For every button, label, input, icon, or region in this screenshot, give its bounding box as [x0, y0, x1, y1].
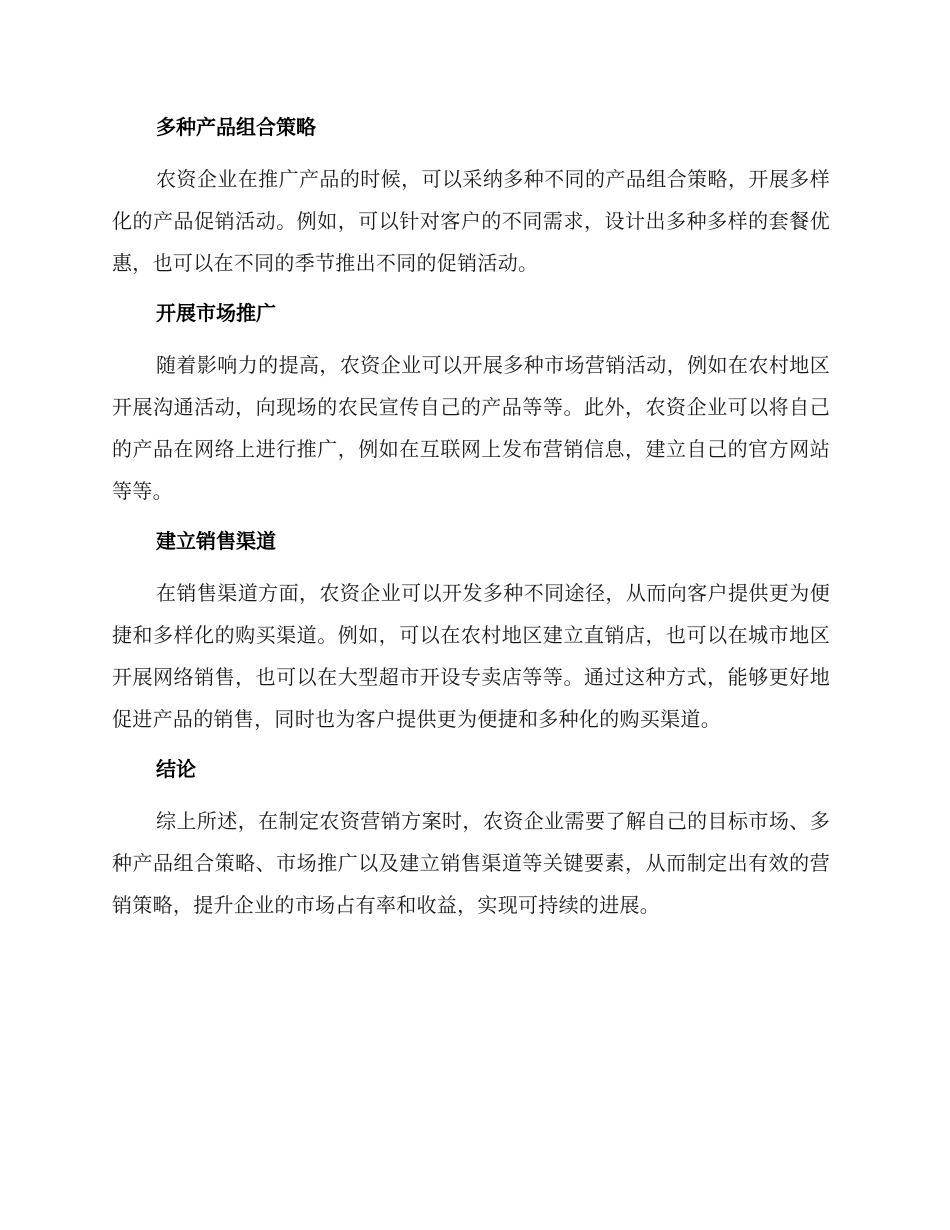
section-heading: 建立销售渠道: [156, 529, 276, 553]
section-paragraph: 随着影响力的提高，农资企业可以开展多种市场营销活动，例如在农村地区开展沟通活动，向现场的农民宣传自己的产品等等。此外，农资企业可以将自己的产品在网络上进行推广，例如在互联网上发布营销信息，建立自己的官方网站等等。: [112, 353, 830, 503]
section-heading: 多种产品组合策略: [156, 115, 316, 139]
section-paragraph: 在销售渠道方面，农资企业可以开发多种不同途径，从而向客户提供更为便捷和多样化的购买渠道。例如，可以在农村地区建立直销店，也可以在城市地区开展网络销售，也可以在大型超市开设专卖店等等。通过这种方式，能够更好地促进产品的销售，同时也为客户提供更为便捷和多种化的购买渠道。: [112, 581, 830, 731]
section-paragraph: 农资企业在推广产品的时候，可以采纳多种不同的产品组合策略，开展多样化的产品促销活动。例如，可以针对客户的不同需求，设计出多种多样的套餐优惠，也可以在不同的季节推出不同的促销活动。: [112, 167, 830, 275]
section-market-promotion: [112, 294, 830, 512]
section-paragraph: 综上所述，在制定农资营销方案时，农资企业需要了解自己的目标市场、多种产品组合策略、市场推广以及建立销售渠道等关键要素，从而制定出有效的营销策略，提升企业的市场占有率和收益，实现可持续的进展。: [112, 809, 830, 917]
section-conclusion: [112, 750, 830, 926]
section-product-mix: [112, 108, 830, 284]
section-heading: 开展市场推广: [156, 301, 276, 325]
section-heading: 结论: [156, 757, 196, 781]
section-sales-channels: [112, 522, 830, 740]
